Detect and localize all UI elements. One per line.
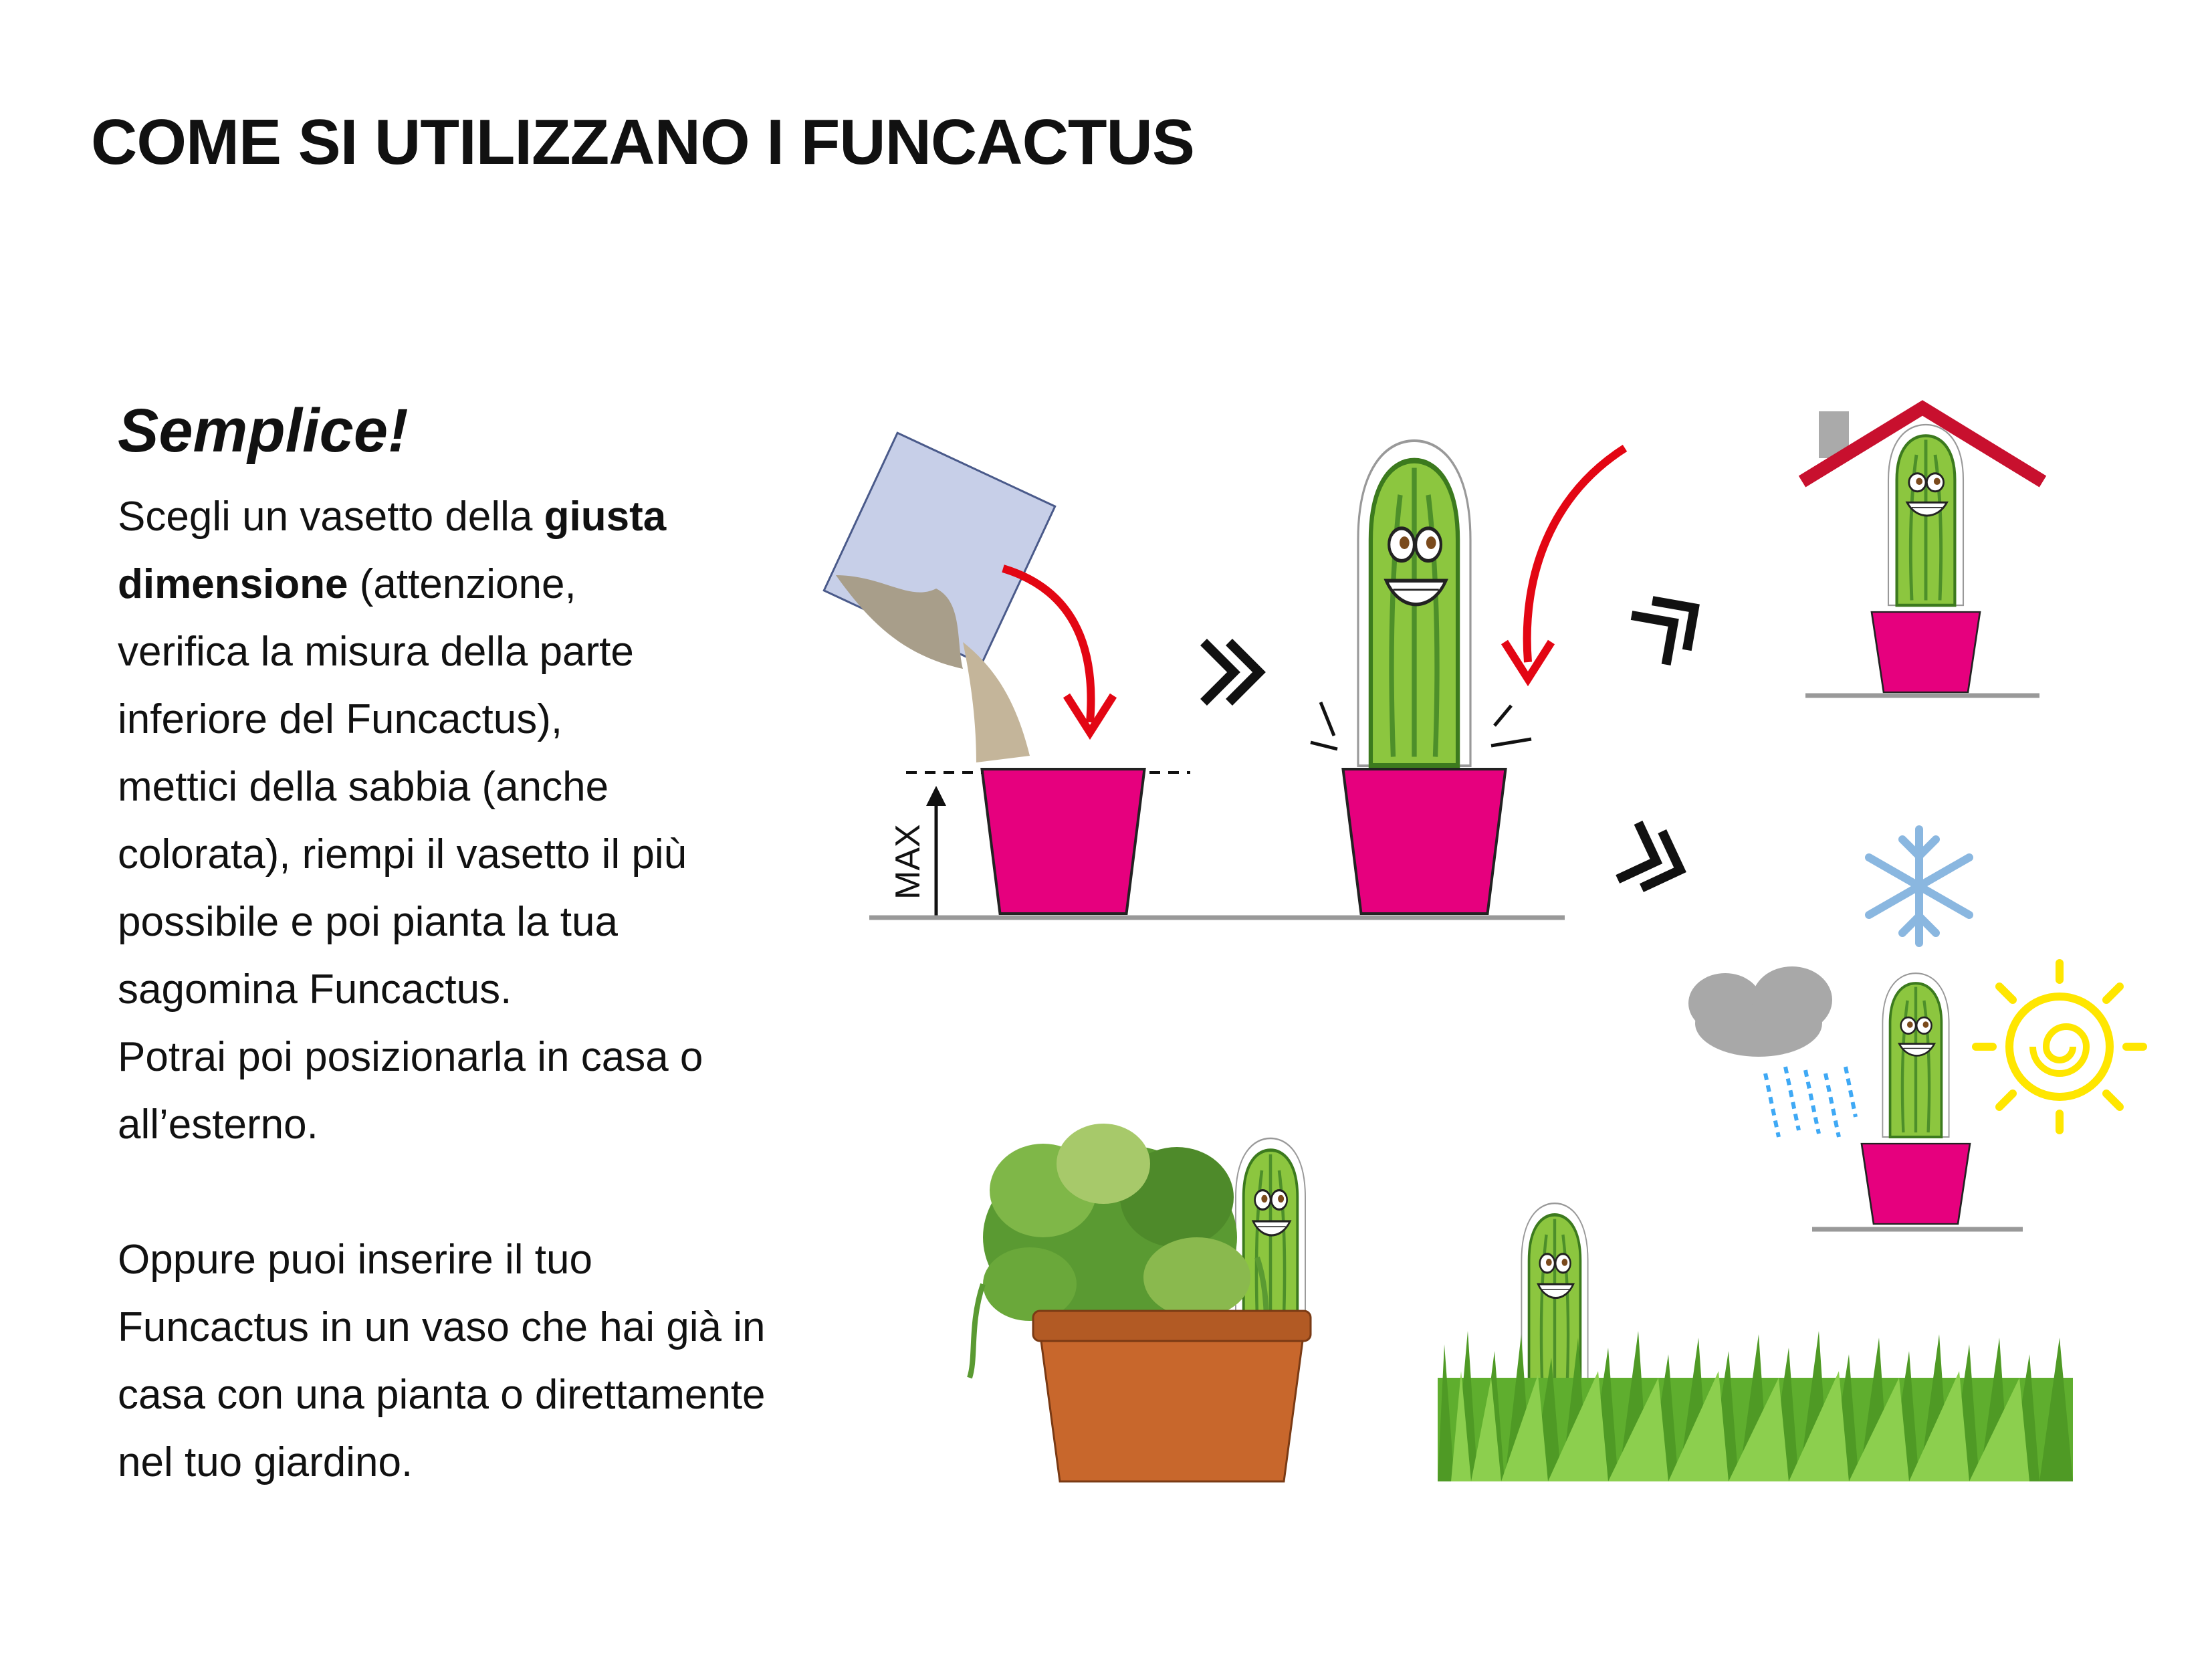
pot-icon <box>982 769 1145 914</box>
sun-icon <box>1976 963 2143 1130</box>
text-line: mettici della sabbia (anche <box>118 764 609 810</box>
pot-icon <box>1343 769 1506 914</box>
text-line: Scegli un vasetto della giusta <box>118 494 667 540</box>
chevron-up-right-icon <box>1632 583 1712 664</box>
text-line: Oppure puoi inserire il tuo <box>118 1237 592 1283</box>
cactus-icon <box>1236 1138 1305 1331</box>
cactus-icon <box>1882 973 1949 1137</box>
terracotta-pot-icon <box>1033 1311 1311 1481</box>
snowflake-icon <box>1869 829 1969 943</box>
cactus-icon <box>1358 441 1470 766</box>
text-line: dimensione (attenzione, <box>118 561 576 607</box>
text-line: colorata), riempi il vasetto il più <box>118 831 687 877</box>
page-title: COME SI UTILIZZANO I FUNCACTUS <box>91 106 1194 178</box>
chevron-down-right-icon <box>1618 823 1690 898</box>
text-line: verifica la misura della parte <box>118 629 634 675</box>
pot-icon <box>1872 612 1980 692</box>
text-line: possibile e poi pianta la tua <box>118 899 618 945</box>
text-line: casa con una pianta o direttamente <box>118 1372 766 1418</box>
cloud-rain-icon <box>1688 966 1856 1137</box>
sand-bag-icon <box>824 433 1055 762</box>
text-line: all’esterno. <box>118 1102 318 1148</box>
pot-icon <box>1862 1144 1970 1224</box>
max-label: MAX <box>889 824 927 900</box>
text-line: inferiore del Funcactus), <box>118 696 563 742</box>
text-line: nel tuo giardino. <box>118 1439 413 1485</box>
chevron-right-icon <box>1204 642 1259 702</box>
text-line: Potrai poi posizionarla in casa o <box>118 1034 703 1080</box>
red-arrow-icon <box>1527 448 1625 662</box>
text-line: sagomina Funcactus. <box>118 966 512 1013</box>
subtitle: Semplice! <box>118 397 409 465</box>
text-line: Funcactus in un vaso che hai già in <box>118 1304 766 1350</box>
cactus-icon <box>1888 425 1963 605</box>
